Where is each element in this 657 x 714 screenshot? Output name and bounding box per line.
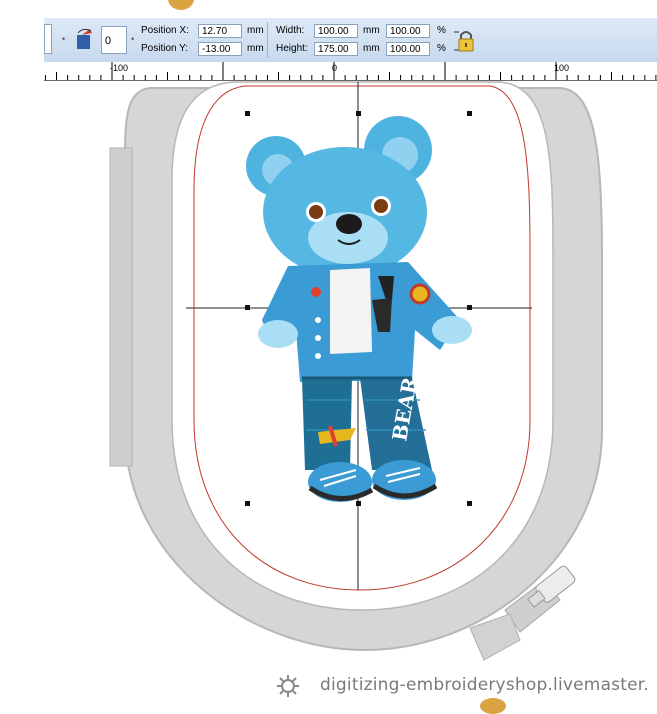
proportion-lock-icon[interactable] [452,28,474,54]
handle-middle-right[interactable] [467,305,472,310]
position-y-label: Position Y: [141,43,189,54]
toolbar-grip-icon: • [62,34,66,44]
handle-top-left[interactable] [245,111,250,116]
handle-top-center[interactable] [356,111,361,116]
height-scale-percent: % [437,43,446,54]
rotation-angle-input[interactable]: 0 [101,26,127,54]
width-label: Width: [276,25,305,36]
handle-bottom-center[interactable] [356,501,361,506]
bear-text: BEAR [387,375,423,443]
rotate-object-icon[interactable] [74,27,96,51]
width-scale-percent: % [437,25,446,36]
toolbar-left-stub [44,24,52,54]
position-y-input[interactable]: -13.00 [198,42,242,56]
toolbar-separator [267,22,268,58]
horizontal-ruler [44,62,657,81]
width-input[interactable]: 100.00 [314,24,358,38]
property-toolbar [44,18,657,63]
toolbar-grip-icon-2: • [131,34,135,44]
decorative-blob-top [168,0,194,10]
watermark-text: digitizing-embroideryshop.livemaster. [320,675,649,695]
ruler-label-neg100: -100 [110,63,129,73]
decorative-blob-bottom [480,698,506,714]
height-unit: mm [363,43,380,54]
watermark-gear-icon [276,674,300,698]
height-label: Height: [276,43,308,54]
position-x-input[interactable]: 12.70 [198,24,242,38]
design-canvas[interactable] [44,81,657,685]
ruler-label-100: 100 [554,63,570,73]
handle-top-right[interactable] [467,111,472,116]
position-x-unit: mm [247,25,264,36]
position-x-label: Position X: [141,25,189,36]
ruler-label-0: 0 [332,63,338,73]
handle-bottom-left[interactable] [245,501,250,506]
width-scale-input[interactable]: 100.00 [386,24,430,38]
handle-bottom-right[interactable] [467,501,472,506]
height-input[interactable]: 175.00 [314,42,358,56]
position-y-unit: mm [247,43,264,54]
height-scale-input[interactable]: 100.00 [386,42,430,56]
width-unit: mm [363,25,380,36]
handle-middle-left[interactable] [245,305,250,310]
